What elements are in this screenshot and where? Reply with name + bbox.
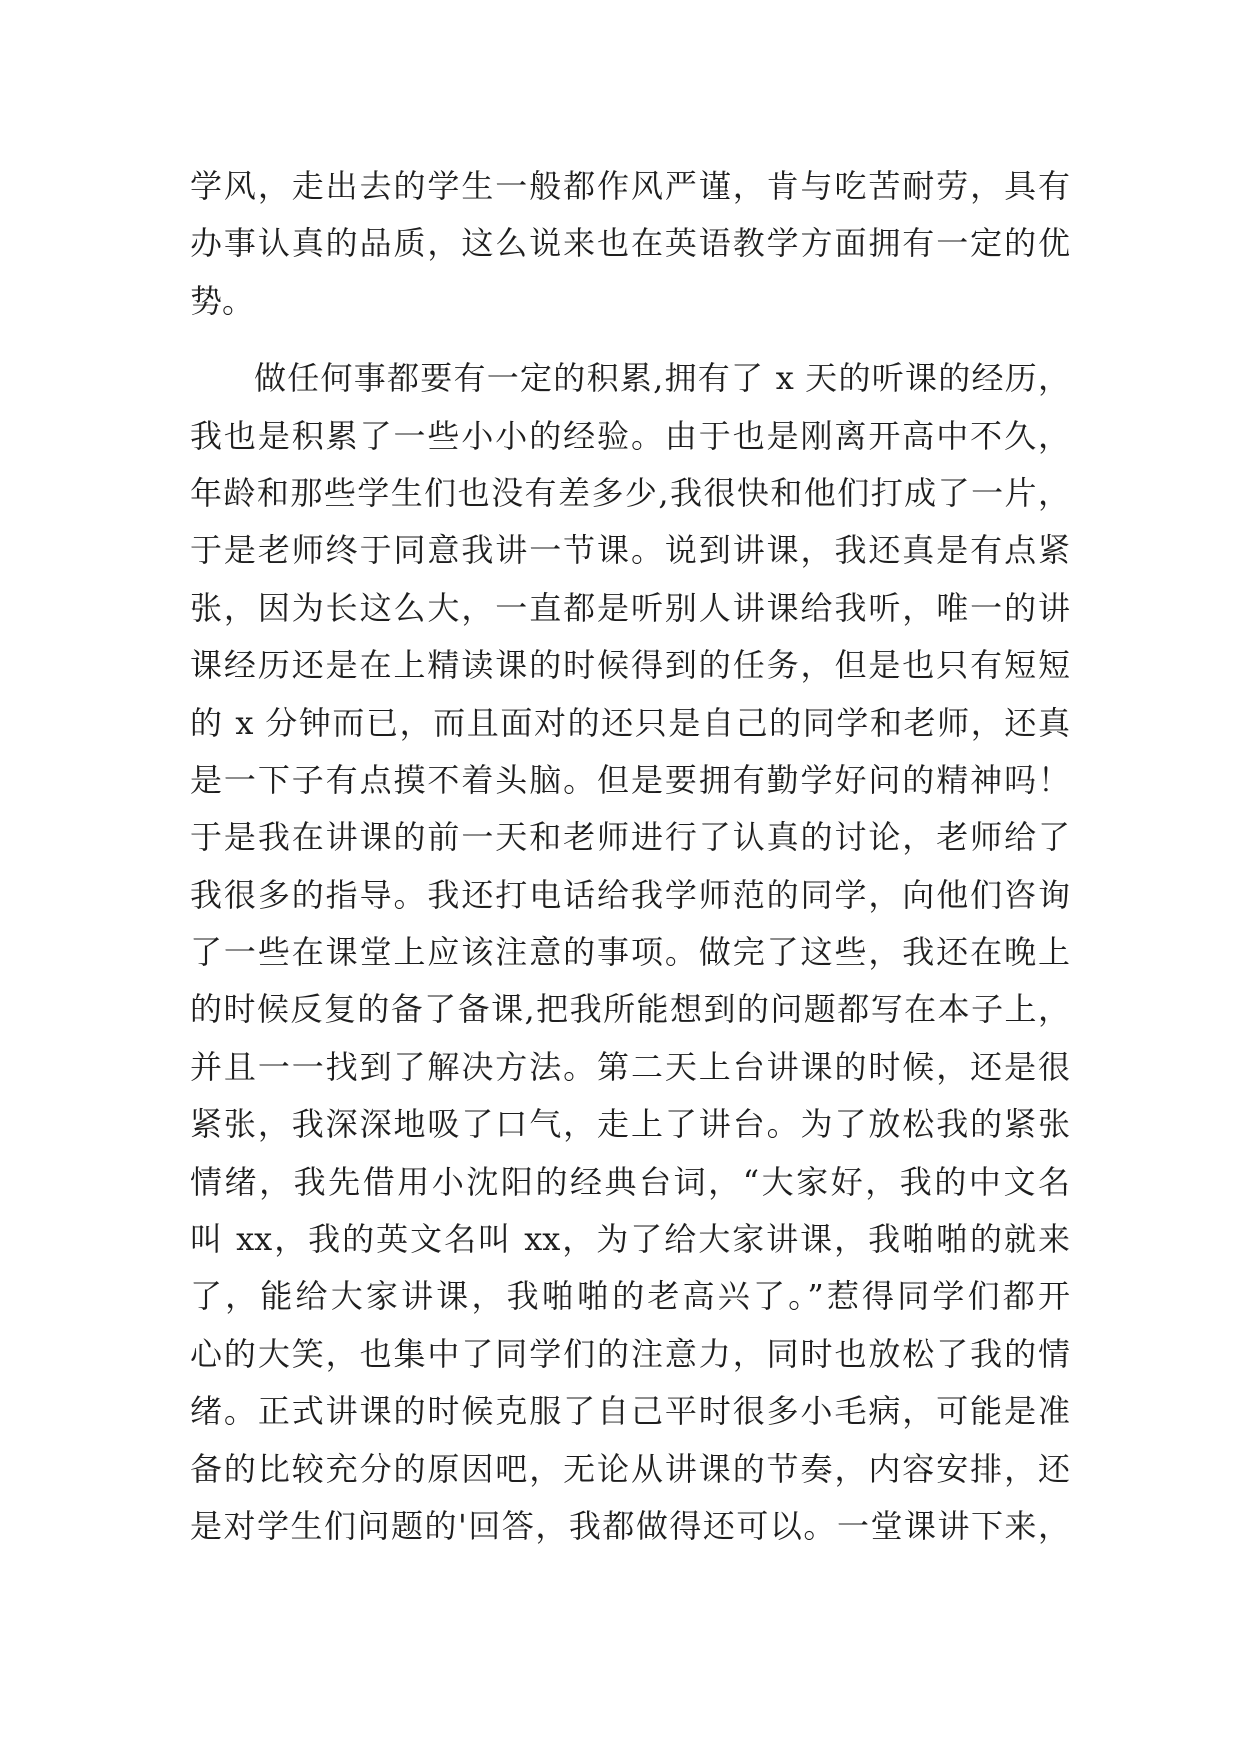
text-line: 的 x 分钟而已，而且面对的还只是自己的同学和老师，还真 bbox=[190, 703, 1070, 742]
text-line: 于是老师终于同意我讲一节课。说到讲课，我还真是有点紧 bbox=[190, 531, 1070, 570]
text-line: 于是我在讲课的前一天和老师进行了认真的讨论，老师给了 bbox=[190, 818, 1070, 857]
text-line: 紧张，我深深地吸了口气，走上了讲台。为了放松我的紧张 bbox=[190, 1105, 1070, 1144]
text-line: 办事认真的品质，这么说来也在英语教学方面拥有一定的优 bbox=[190, 224, 1070, 263]
text-line: 并且一一找到了解决方法。第二天上台讲课的时候，还是很 bbox=[190, 1047, 1070, 1086]
text-line: 年龄和那些学生们也没有差多少,我很快和他们打成了一片， bbox=[190, 473, 1070, 512]
text-line: 势。 bbox=[190, 281, 255, 320]
text-line: 了一些在课堂上应该注意的事项。做完了这些，我还在晚上 bbox=[190, 933, 1070, 972]
text-line: 学风，走出去的学生一般都作风严谨，肯与吃苦耐劳，具有 bbox=[190, 167, 1070, 205]
text-line: 叫 xx，我的英文名叫 xx，为了给大家讲课，我啪啪的就来 bbox=[190, 1220, 1070, 1259]
text-line: 的时候反复的备了备课,把我所能想到的问题都写在本子上， bbox=[190, 990, 1070, 1029]
text-line: 备的比较充分的原因吧，无论从讲课的节奏，内容安排，还 bbox=[190, 1449, 1070, 1488]
text-line: 了，能给大家讲课，我啪啪的老高兴了。”惹得同学们都开 bbox=[190, 1277, 1070, 1316]
text-line: 我很多的指导。我还打电话给我学师范的同学，向他们咨询 bbox=[190, 875, 1070, 914]
text-line: 是对学生们问题的'回答，我都做得还可以。一堂课讲下来， bbox=[190, 1506, 1070, 1545]
text-line: 绪。正式讲课的时候克服了自己平时很多小毛病，可能是准 bbox=[190, 1392, 1070, 1431]
text-line: 课经历还是在上精读课的时候得到的任务，但是也只有短短 bbox=[190, 646, 1070, 685]
body-text bbox=[190, 158, 1070, 1555]
text-line: 心的大笑，也集中了同学们的注意力，同时也放松了我的情 bbox=[190, 1334, 1070, 1373]
paragraph-first-line: 做任何事都要有一定的积累,拥有了 x 天的听课的经历， bbox=[254, 359, 1070, 398]
text-line: 是一下子有点摸不着头脑。但是要拥有勤学好问的精神吗！ bbox=[190, 760, 1070, 799]
text-line: 张，因为长这么大，一直都是听别人讲课给我听，唯一的讲 bbox=[190, 588, 1070, 627]
text-line: 我也是积累了一些小小的经验。由于也是刚离开高中不久， bbox=[190, 416, 1070, 455]
text-line: 情绪，我先借用小沈阳的经典台词，“大家好，我的中文名 bbox=[190, 1162, 1070, 1201]
